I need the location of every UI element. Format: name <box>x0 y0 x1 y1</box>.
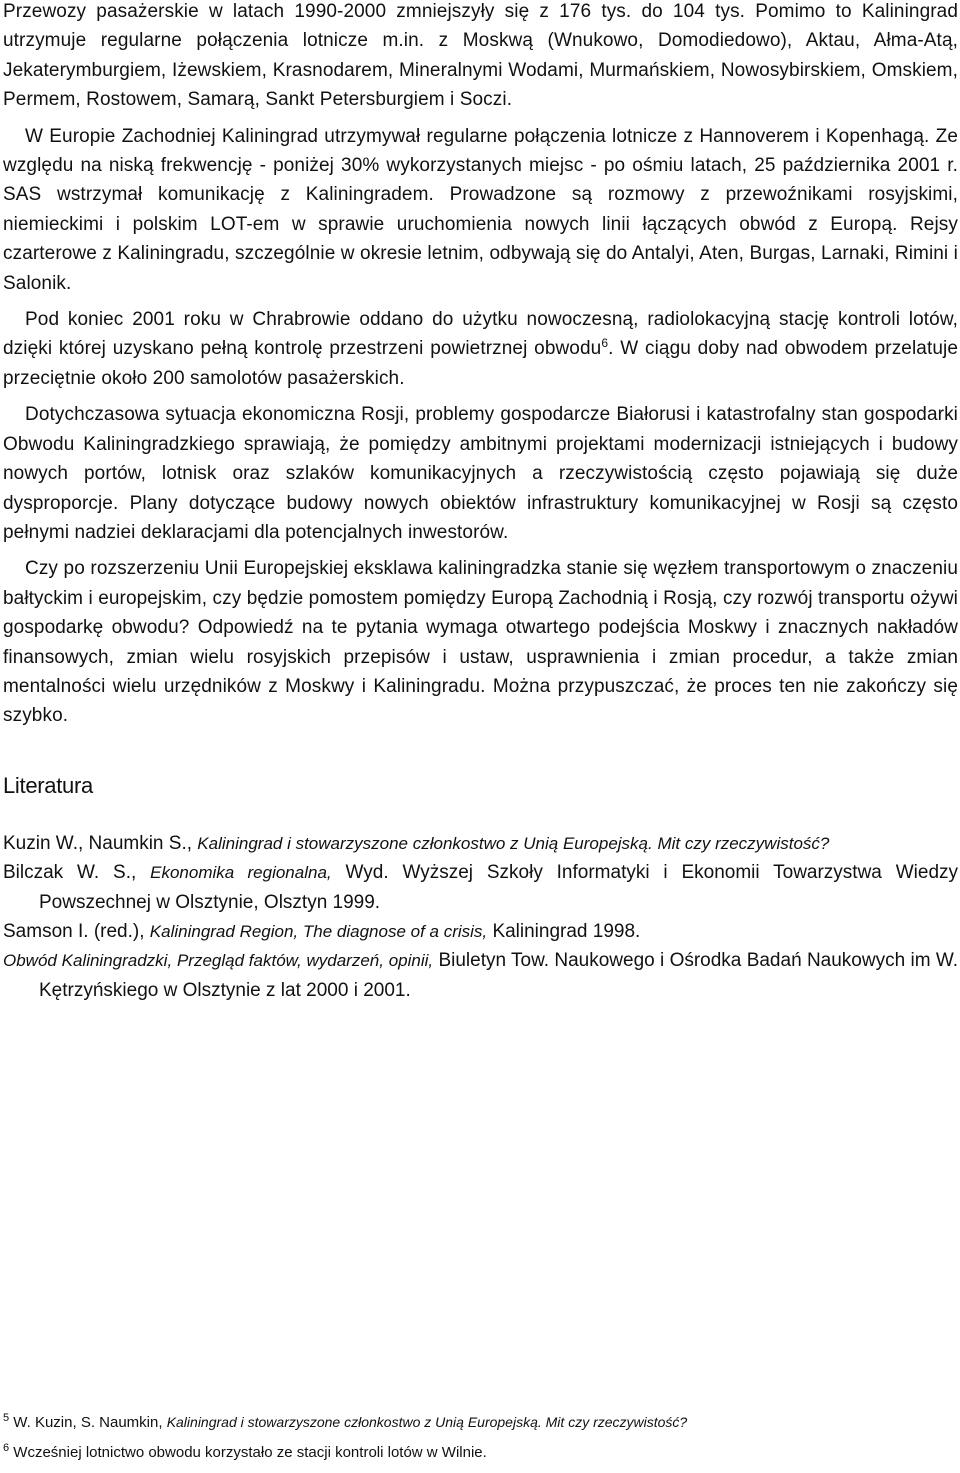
footnote-5 <box>3 1412 958 1433</box>
ref-title: Kaliningrad i stowarzyszone członkostwo z Unią Europejską. Mit czy rzeczywistość? <box>197 833 830 853</box>
paragraph-economic-situation: Dotychczasowa sytuacja ekonomiczna Rosji, problemy gospodarcze Białorusi i katastrofalny stan gospodarki Obwodu Kaliningradzkiego sprawiają, że pomiędzy ambitnymi projektami modernizacji istniejących i budowy nowych portów, lotnisk oraz szlaków komunikacyjnych a rzeczywistością często pojawiają się duże dysproporcje. Plany dotyczące budowy nowych obiektów infrastruktury komunikacyjnej w Rosji są często pełnymi nadziei deklaracjami dla potencjalnych inwestorów. <box>3 404 958 543</box>
footnote-number: 6 <box>3 1442 10 1454</box>
document-page <box>3 0 958 1005</box>
literature-list <box>3 829 958 1005</box>
literature-item <box>3 917 958 946</box>
paragraph-air-traffic-control <box>3 305 958 393</box>
footnote-author: W. Kuzin, S. Naumkin, <box>13 1414 163 1431</box>
footnote-6 <box>3 1443 958 1463</box>
footnote-title: Kaliningrad i stowarzyszone członkostwo z Unią Europejską. Mit czy rzeczywistość? <box>166 1414 688 1430</box>
footnote-ref-6[interactable]: 6 <box>601 336 609 351</box>
ref-author: Kuzin W., Naumkin S., <box>3 832 193 854</box>
paragraph-western-europe-connections: W Europie Zachodniej Kaliningrad utrzymywał regularne połączenia lotnicze z Hannoverem i Kopenhagą. Ze względu na niską frekwencję - poniżej 30% wykorzystanych miejsc - po ośmiu latach, 25 października 2001 r. SAS wstrzymał komunikację z Kaliningradem. Prowadzone są rozmowy z przewoźnikami rosyjskimi, niemieckimi i polskim LOT-em w sprawie uruchomienia nowych linii łączących obwód z Europą. Rejsy czarterowe z Kaliningradu, szczególnie w okresie letnim, odbywają się do Antalyi, Aten, Burgas, Larnaki, Rimini i Salonik. <box>3 125 958 294</box>
ref-rest: Kaliningrad 1998. <box>492 920 641 942</box>
paragraph-air-traffic-control-text-b: . W ciągu doby nad obwodem przelatuje przeciętnie około 200 samolotów pasażerskich. <box>3 338 958 389</box>
footnote-number: 5 <box>3 1412 10 1424</box>
ref-author: Samson I. (red.), <box>3 920 145 942</box>
footnote-text: Wcześniej lotnictwo obwodu korzystało ze stacji kontroli lotów w Wilnie. <box>13 1444 487 1461</box>
literature-item <box>3 946 958 1005</box>
literature-heading: Literatura <box>3 772 93 798</box>
paragraph-air-passenger-traffic: Przewozy pasażerskie w latach 1990-2000 zmniejszyły się z 176 tys. do 104 tys. Pomimo to Kaliningrad utrzymuje regularne połączenia lotnicze m.in. z Moskwą (Wnukowo, Domodiedowo), Aktau, Ałma-Atą, Jekaterymburgiem, Iżewskiem, Krasnodarem, Mineralnymi Wodami, Murmańskiem, Nowosybirskiem, Omskiem, Permem, Rostowem, Samarą, Sankt Petersburgiem i Soczi. <box>3 1 958 111</box>
ref-title: Obwód Kaliningradzki, Przegląd faktów, wydarzeń, opinii, <box>3 951 434 971</box>
footnotes <box>3 1412 958 1473</box>
literature-item <box>3 829 958 858</box>
ref-rest: Biuletyn Tow. Naukowego i Ośrodka Badań Naukowych im W. Kętrzyńskiego w Olsztynie z lat 2000 i 2001. <box>39 950 959 1001</box>
paragraph-eu-enlargement: Czy po rozszerzeniu Unii Europejskiej eksklawa kaliningradzka stanie się węzłem transportowym o znaczeniu bałtyckim i europejskim, czy będzie pomostem pomiędzy Europą Zachodnią i Rosją, czy rozwój transportu ożywi gospodarkę obwodu? Odpowiedź na te pytania wymaga otwartego podejścia Moskwy i znacznych nakładów finansowych, zmian wielu rosyjskich przepisów i ustaw, usprawnienia i zmian procedur, a także zmian mentalności wielu urzędników z Moskwy i Kaliningradu. Można przypuszczać, że proces ten nie zakończy się szybko. <box>3 558 958 727</box>
paragraph-air-traffic-control-text-a: Pod koniec 2001 roku w Chrabrowie oddano do użytku nowoczesną, radiolokacyjną stację kontroli lotów, dzięki której uzyskano pełną kontrolę przestrzeni powietrznej obwodu <box>3 309 958 360</box>
ref-title: Ekonomika regionalna, <box>150 863 332 883</box>
ref-author: Bilczak W. S., <box>3 862 137 884</box>
literature-item <box>3 858 958 917</box>
ref-rest: Wyd. Wyższej Szkoły Informatyki i Ekonomii Towarzystwa Wiedzy Powszechnej w Olsztynie, Olsztyn 1999. <box>39 862 959 913</box>
ref-title: Kaliningrad Region, The diagnose of a crisis, <box>149 921 488 941</box>
